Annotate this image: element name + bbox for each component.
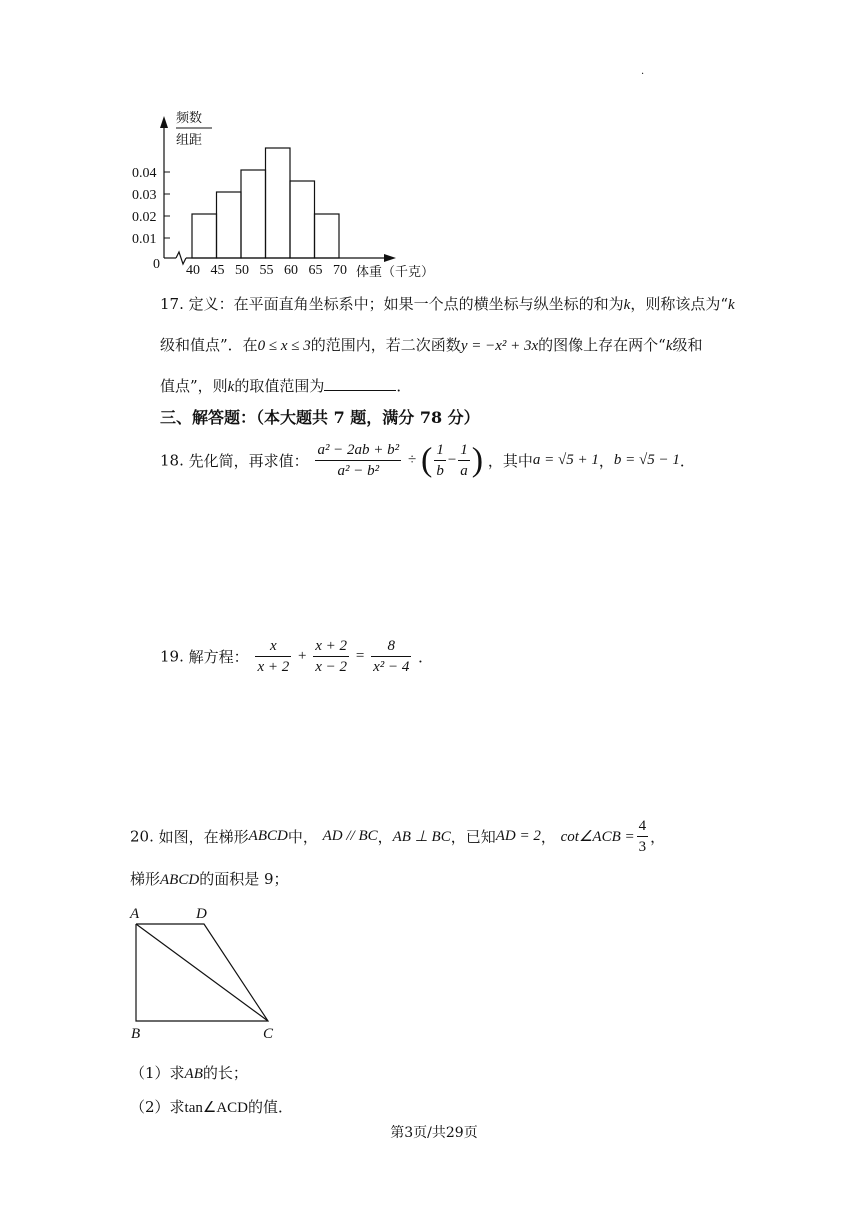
y-tick-004: 0.04 [132,166,157,181]
histogram-bar-55-60 [266,148,291,258]
q20-part1: （1）求AB的长； [130,1064,248,1082]
label-D: D [196,906,207,922]
q18-main-fraction: $\frac{\text{a² − 2ab + b²}}{\text{a² − b²}}$ [317,442,400,479]
histogram-bar-60-65 [290,181,315,258]
x-tick-50: 50 [235,263,249,278]
answer-blank [324,376,396,391]
q17-line1: 17. 定义：在平面直角坐标系中；如果一个点的横坐标与纵坐标的和为k，则称该点为“k [160,295,735,313]
q17-number: 17. [160,295,184,313]
q19: 19. 解方程： $\frac{x}{x + 2}$ + $\frac{x + 2}{x - 2}$ = $\frac{8}{\text{x² − 4}}$ ． [160,638,434,675]
x-tick-60: 60 [284,263,298,278]
q20-line2: 梯形ABCD的面积是 9； [130,870,289,888]
q19-number: 19. [160,647,184,666]
y-tick-001: 0.01 [132,232,157,247]
y-tick-003: 0.03 [132,188,157,203]
q20-part2: （2）求tan∠ACD的值． [130,1098,294,1116]
q20-number: 20. [130,827,154,846]
trapezoid-figure [126,902,286,1042]
histogram-chart [120,108,460,286]
y-tick-002: 0.02 [132,210,157,225]
x-tick-40: 40 [186,263,200,278]
section3-title: 三、解答题：（本大题共 7 题，满分 78 分） [160,408,480,427]
x-tick-55: 55 [259,263,274,278]
label-B: B [131,1026,141,1042]
hist-ylabel-top: 频数 [176,111,203,126]
origin-label: 0 [153,257,160,272]
label-A: A [130,906,140,922]
q20-line1: 20. 如图，在梯形ABCD中， AD // BC，AB ⊥ BC，已知AD = 2， cot∠ACB = $\frac{4}{3}$ ， [130,818,666,855]
label-C: C [263,1026,274,1042]
page-footer: 第3页/共29页 [390,1125,478,1141]
q18: 18. 先化简，再求值： $\frac{\text{a² − 2ab + b²}}{\text{a² − b²}}$ ÷ ( $\frac{1}{b}$ − $\frac{1}{a}$ ) ，其中a = √5 + 1，b = √5 − 1． [160,441,695,479]
hist-xlabel: 体重（千克） [356,265,435,280]
histogram-bar-40-45 [192,214,217,258]
histogram-bar-50-55 [241,170,266,258]
x-tick-70: 70 [333,263,347,278]
histogram-bar-45-50 [217,192,242,258]
q18-number: 18. [160,451,184,470]
q17-line3: 值点”，则k的取值范围为 ． [160,377,412,395]
x-tick-45: 45 [210,263,225,278]
x-tick-65: 65 [308,263,323,278]
histogram-bar-65-70 [315,214,340,258]
hist-ylabel-bottom: 组距 [176,133,203,148]
q17-line2: 级和值点”．在0 ≤ x ≤ 3的范围内，若二次函数y = −x² + 3x的图像上存在两个“k级和 [160,336,703,354]
corner-mark: . [641,66,645,77]
